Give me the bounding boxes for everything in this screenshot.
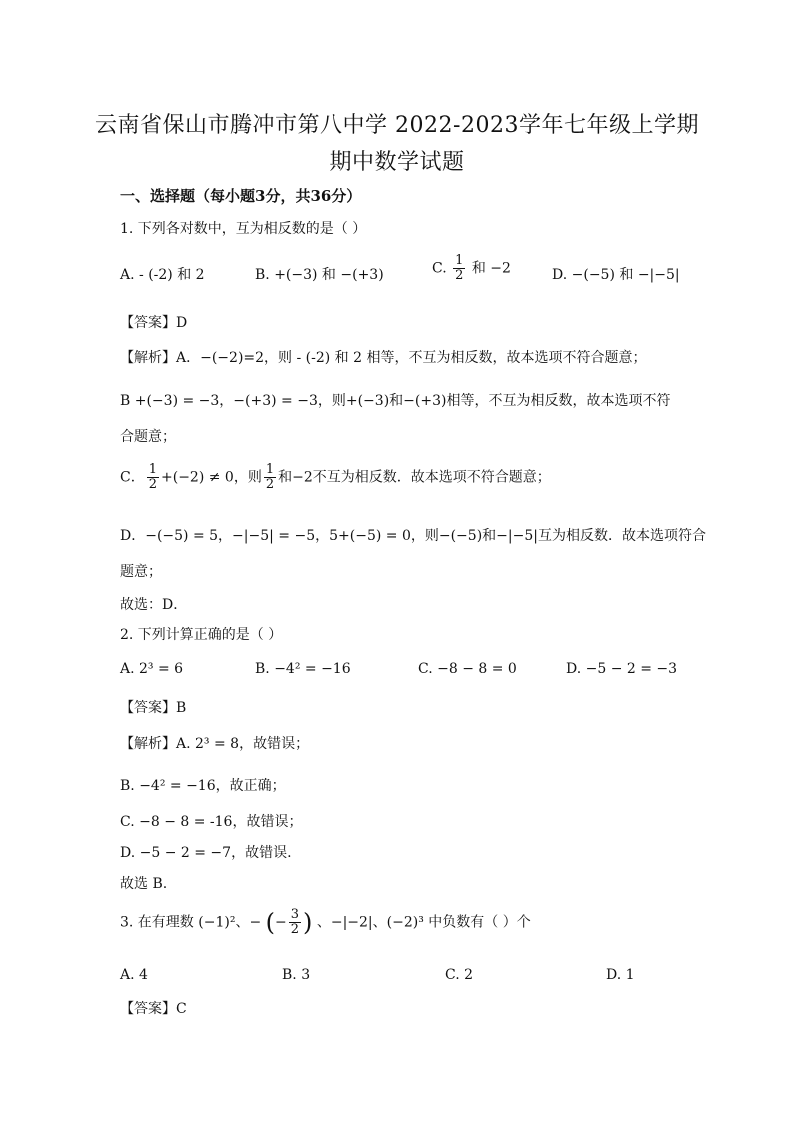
q1-exp-c-den2: 2 (265, 477, 275, 492)
q3-option-d: D. 1 (606, 967, 635, 983)
q3-option-b: B. 3 (282, 967, 311, 983)
q3-option-a: A. 4 (120, 967, 148, 983)
q3-minus-sign: − (275, 914, 287, 931)
q3-stem-fraction (289, 908, 301, 937)
q3-stem-part2: 、−|−2|、(−2)³ 中负数有（ ）个 (316, 914, 531, 931)
q1-option-c-num: 1 (455, 253, 464, 268)
q2-explanation-d: D. −5 − 2 = −7，故错误. (120, 845, 292, 861)
q1-option-c-den: 2 (455, 268, 464, 283)
q2-option-d: D. −5 − 2 = −3 (566, 661, 678, 677)
q1-option-b: B. +(−3) 和 −(+3) (255, 267, 384, 283)
q3-option-c: C. 2 (445, 967, 474, 983)
q2-option-a: A. 2³ = 6 (120, 661, 184, 677)
q2-explanation-b: B. −4² = −16，故正确； (120, 778, 286, 794)
q1-choose: 故选：D． (120, 597, 188, 613)
q3-left-paren-icon: ( (265, 908, 275, 937)
q1-explanation-c (120, 463, 551, 492)
q1-explanation-b: B +(−3) = −3，−(+3) = −3，则+(−3)和−(+3)相等，不互为相反数，故本选项不符 (120, 393, 671, 409)
q1-option-a: A. - (-2) 和 2 (120, 267, 205, 283)
q1-exp-c-fraction1 (147, 463, 159, 492)
q2-answer: 【答案】B (120, 700, 187, 716)
q1-option-c-label: C. (432, 260, 447, 277)
q3-stem (120, 908, 531, 937)
q1-explanation-a: 【解析】A．−(−2)=2，则 - (-2) 和 2 相等，不互为相反数，故本选项不符合题意； (120, 350, 647, 366)
q1-option-d: D. −(−5) 和 −|−5| (552, 267, 680, 283)
q3-right-paren-icon: ) (303, 908, 313, 937)
q3-stem-den: 2 (290, 922, 300, 937)
q1-option-c (432, 254, 511, 283)
q1-stem: 1. 下列各对数中，互为相反数的是（ ） (120, 221, 367, 237)
q1-answer: 【答案】D (120, 315, 188, 331)
q1-exp-c-den1: 2 (148, 477, 157, 492)
doc-title-line2: 期中数学试题 (329, 150, 465, 175)
q1-explanation-d: D．−(−5) = 5，−|−5| = −5，5+(−5) = 0，则−(−5)和−|−5|互为相反数．故本选项符合 (120, 528, 706, 544)
q2-option-c: C. −8 − 8 = 0 (418, 661, 517, 677)
doc-title-line1: 云南省保山市腾冲市第八中学 2022-2023学年七年级上学期 (95, 113, 699, 138)
section-heading: 一、选择题（每小题3分，共36分） (120, 187, 362, 205)
q3-stem-part1: (−1)²、− (198, 914, 262, 931)
q1-option-c-rest: 和 −2 (471, 260, 511, 277)
q2-explanation-a: 【解析】A. 2³ = 8，故错误； (120, 736, 310, 752)
q2-explanation-c: C. −8 − 8 = -16，故错误； (120, 814, 303, 830)
q1-exp-c-label: C． (120, 469, 145, 486)
q1-explanation-b-cont: 合题意； (120, 429, 176, 445)
q3-stem-num: 3 (290, 907, 300, 922)
q1-explanation-d-cont: 题意； (120, 564, 162, 580)
q1-exp-c-num2: 1 (265, 462, 275, 477)
q3-answer: 【答案】C (120, 1001, 187, 1017)
q1-option-c-fraction (453, 254, 465, 283)
q1-exp-c-mid: +(−2) ≠ 0，则 (161, 469, 262, 486)
q2-choose: 故选 B. (120, 876, 168, 892)
q3-stem-prefix: 3. 在有理数 (120, 914, 194, 931)
q2-stem: 2. 下列计算正确的是（ ） (120, 627, 283, 643)
q1-exp-c-fraction2 (264, 463, 276, 492)
q1-exp-c-num1: 1 (148, 462, 157, 477)
q2-option-b: B. −4² = −16 (255, 661, 351, 677)
q1-exp-c-rest: 和−2不互为相反数．故本选项不符合题意； (278, 469, 551, 486)
